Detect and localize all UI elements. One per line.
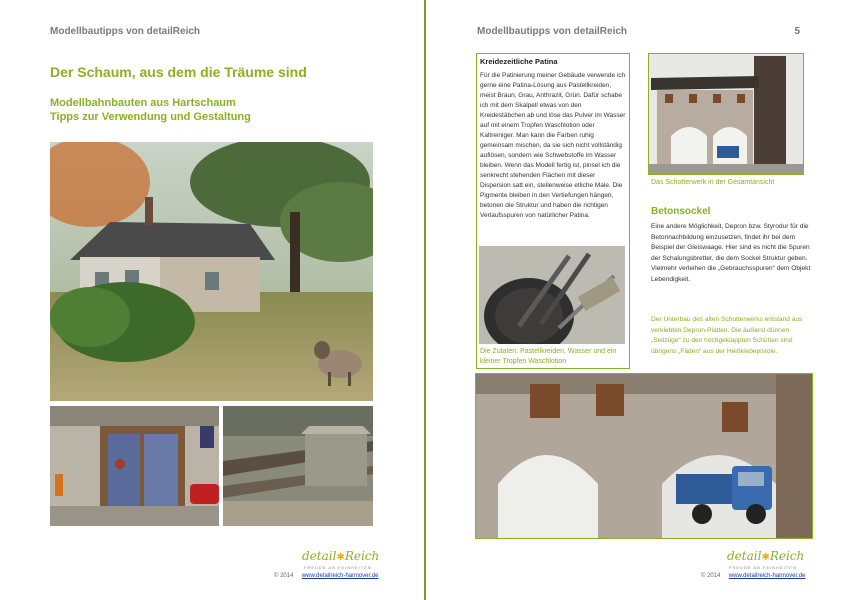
rail-shed-photo — [223, 406, 373, 526]
logo-word-detail: detail — [727, 549, 762, 563]
right-footer-copyright: © 2014 — [701, 573, 721, 579]
arches-truck-photo — [475, 373, 813, 539]
left-footer-link[interactable]: www.detailreich-hannover.de — [301, 573, 379, 579]
left-footer — [274, 573, 379, 579]
gravel-works-photo — [648, 53, 804, 175]
garage-photo — [50, 406, 219, 526]
left-logo-tagline: FREUDE AN FEINHEITEN — [304, 565, 372, 570]
patina-box-text: Für die Patinierung meiner Gebäude verwende ich gerne eine Patina-Lösung aus Pastellkreiden, meist Braun, Grau, Anthrazit, Grün. Dafür schabe ich mit dem Skalpell etwas von den Kreidestäbchen ab und löse das Pulver im Wasser auf mit einem Tropfen Waschlotion oder Kaltreiniger. Man kann die Farben ruhig gemeinsam mischen, da sie sich nicht vollständig auflösen, sondern wie Schwebstoffe im Wasser bleiben. Wenn das Modell fertig ist, pinsel ich die senkrecht stehenden Flächen mit dieser Dispersion satt ein, stellenweise etliche Male. Die Pigmente bleiben in den Vertiefungen hängen, betonen die Struktur und haben die richtigen Verlaufsspuren von natürlicher Patina. — [480, 72, 626, 219]
right-header: Modellbautipps von detailReich — [477, 26, 628, 37]
page-divider — [424, 0, 426, 600]
page-number: 5 — [794, 26, 800, 37]
left-footer-copyright: © 2014 — [274, 573, 294, 579]
section-title: Betonsockel — [651, 206, 711, 217]
logo-star-icon: ✱ — [761, 552, 770, 563]
logo-word-reich: Reich — [344, 549, 380, 563]
subtitle-line-2: Tipps zur Verwendung und Gestaltung — [50, 111, 251, 123]
left-header: Modellbautipps von detailReich — [50, 26, 201, 37]
gravel-works-caption: Das Schotterwerk in der Gesamtansicht — [651, 179, 775, 186]
depron-note: Der Unterbau des alten Schotterwerks entstand aus verklebten Depron-Platten. Die äußerst dünnen „Seilzüge“ zu den hochgeklappten Schütten sind übrigens „Fäden“ aus der Heißklebepistole. — [651, 316, 803, 355]
right-footer — [701, 573, 806, 579]
right-logo-tagline: FREUDE AN FEINHEITEN — [729, 565, 797, 570]
right-page — [427, 0, 850, 600]
page-subtitle — [50, 96, 251, 124]
cottage-photo — [50, 142, 373, 401]
right-footer-link[interactable]: www.detailreich-hannover.de — [728, 573, 806, 579]
right-logo — [727, 549, 804, 563]
brushes-caption: Die Zutaten: Pastellkreiden, Wasser und ein kleiner Tropfen Waschlotion — [480, 348, 617, 365]
page-title: Der Schaum, aus dem die Träume sind — [50, 64, 307, 80]
patina-box — [476, 53, 630, 369]
left-logo — [302, 549, 379, 563]
brushes-photo — [479, 246, 625, 344]
subtitle-line-1: Modellbahnbauten aus Hartschaum — [50, 97, 236, 109]
patina-box-title: Kreidezeitliche Patina — [480, 57, 558, 66]
logo-word-detail: detail — [302, 549, 337, 563]
section-text: Eine andere Möglichkeit, Depron bzw. Styrodur für die Betonnachbildung einzusetzen, findet ihr bei dem Beispiel der Gleiswaage. Hier sind es nicht die Spuren der Schalungsbretter, die dem Sockel Struktur geben. Vielmehr verleihen die „Gebrauchsspuren“ dem Objekt Lebendigkeit. — [651, 223, 811, 283]
logo-star-icon: ✱ — [336, 552, 345, 563]
logo-word-reich: Reich — [769, 549, 805, 563]
left-page — [0, 0, 424, 600]
